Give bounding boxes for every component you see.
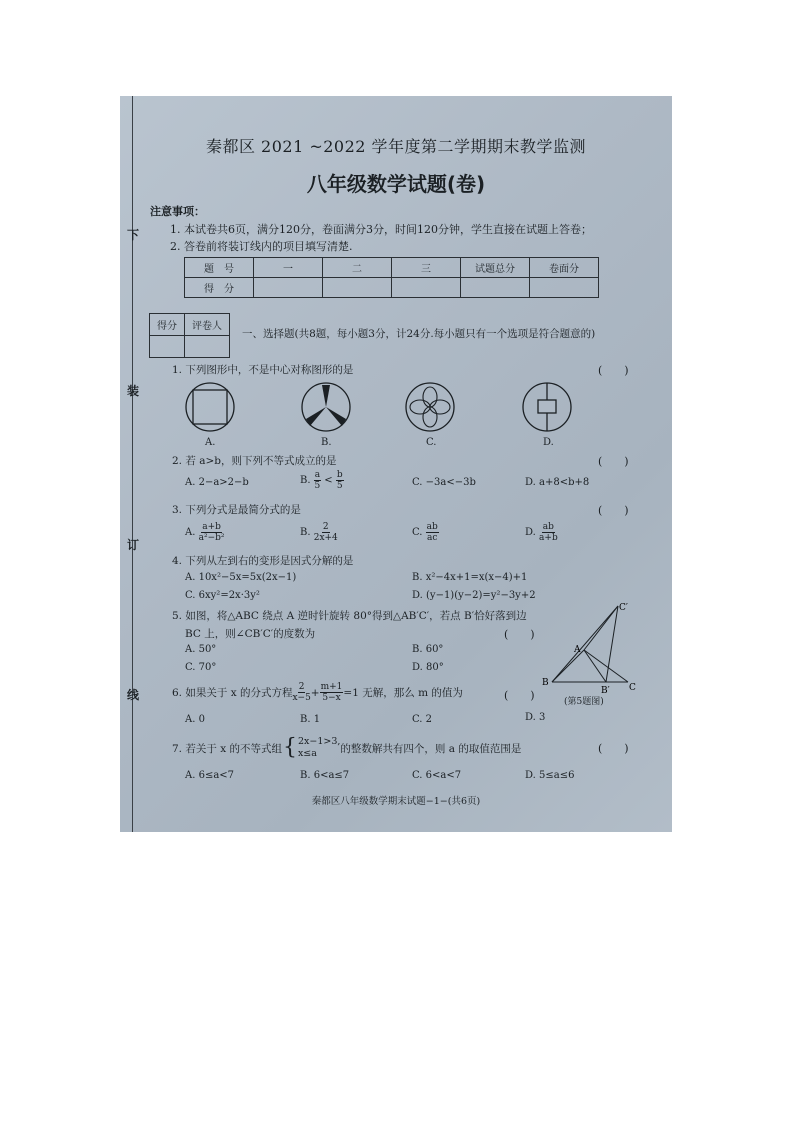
option-d: D. a+8<b+8 [525,477,590,488]
score-cell[interactable] [530,278,599,298]
question-5-stem-cont: BC 上，则∠CB′C′的度数为 [185,628,316,640]
fraction [199,522,225,543]
question-6-text: 6. 如果关于 x 的分式方程 [172,687,293,699]
score-header: 卷面分 [530,258,599,278]
option-a: A. 0 [185,714,205,725]
fraction [292,682,310,703]
answer-blank[interactable]: ( ) [598,364,629,377]
exam-photo [120,96,672,832]
option-b: B. 6<a≤7 [300,770,350,781]
denominator: a+b [539,533,558,543]
option-a-label: A. [185,527,196,538]
note-item: 1. 本试卷共6页，满分120分，卷面满分3分，时间120分钟，学生直接在试题上答卷； [170,223,592,236]
option-c-label: C. [412,527,423,538]
denominator: 5−x [322,693,341,703]
denominator: x−5 [292,693,311,703]
question-5-stem: 5. 如图，将△ABC 绕点 A 逆时针旋转 80°得到△AB′C′，若点 B′恰好落到边 [172,610,527,622]
exam-title: 八年级数学试题(卷) [306,172,486,196]
option-a: A. 10x²−5x=5x(2x−1) [185,572,297,583]
question-7-stem [172,736,521,760]
score-row-label: 得 分 [185,278,254,298]
option-d: D. 80° [412,662,444,673]
question-1-stem: 1. 下列图形中，不是中心对称图形的是 [172,364,354,376]
figure-c-four-petal [406,383,454,431]
option-c: C. 70° [185,662,217,673]
section-heading: 一、选择题(共8题，每小题3分，计24分.每小题只有一个选项是符合题意的) [242,328,596,340]
option-b [300,470,344,491]
option-a: A. 6≤a<7 [185,770,235,781]
figure-b-three-blade [302,383,350,431]
point-label: C [629,683,636,693]
fraction [539,522,558,543]
denominator: a²−b² [198,533,225,543]
grader-name-cell[interactable] [185,336,230,358]
option-b: B. x²−4x+1=x(x−4)+1 [412,572,528,583]
option-c: C. 6xy²=2x·3y² [185,590,260,601]
denominator: ac [427,533,438,543]
score-cell[interactable] [254,278,323,298]
option-label: C. [426,437,437,448]
denominator: 5 [314,481,321,491]
answer-blank[interactable]: ( ) [504,628,535,641]
binding-mark: 下 [127,228,140,242]
question-7-text: 7. 若关于 x 的不等式组 [172,742,282,755]
grader-table [149,313,230,358]
option-b [300,522,338,543]
option-b: B. 1 [300,714,321,725]
option-d-label: D. [525,527,536,538]
question-6-stem [172,682,463,703]
denominator: 2x+4 [313,533,338,543]
option-d: D. 3 [525,712,546,723]
option-d [525,522,558,543]
option-a [185,522,224,543]
grader-score-cell[interactable] [150,336,185,358]
point-label: B [542,678,549,688]
question-5-figure [540,600,640,700]
note-item: 2. 答卷前将装订线内的项目填写清楚. [170,240,353,253]
exam-header: 秦都区 2021 ~2022 学年度第二学期期末教学监测 [205,137,587,156]
option-b: B. 60° [412,644,444,655]
inequality-1: 2x−1>3, [297,736,341,747]
score-table [184,257,599,298]
fraction [426,522,439,543]
binding-mark: 订 [127,538,140,552]
grader-score-label: 得分 [150,314,185,336]
score-cell[interactable] [323,278,392,298]
inequality-2: x≤a [297,748,317,759]
score-header: 题 号 [185,258,254,278]
option-b-label: B. [300,475,311,486]
figure-caption: (第5题图) [564,697,604,707]
point-label: A [574,645,581,655]
binding-mark: 线 [127,688,140,702]
score-header: 一 [254,258,323,278]
point-label: B′ [601,686,610,696]
fraction [314,470,321,491]
grader-label: 评卷人 [185,314,230,336]
score-cell[interactable] [392,278,461,298]
numerator: 2 [322,522,329,532]
score-header: 三 [392,258,461,278]
brace: { [282,735,297,760]
score-cell[interactable] [461,278,530,298]
fraction [320,682,344,703]
option-d: D. 5≤a≤6 [525,770,575,781]
numerator: ab [426,522,438,532]
question-6-text: =1 无解，那么 m 的值为 [343,687,463,699]
operator: < [324,475,333,486]
option-label: D. [543,437,554,448]
answer-blank[interactable]: ( ) [598,742,629,755]
binding-mark: 装 [127,384,140,398]
question-1-figures [180,382,630,434]
option-c [412,522,439,543]
denominator: 5 [336,481,343,491]
option-label: A. [205,437,216,448]
numerator: a [314,470,321,480]
page-footer: 秦都区八年级数学期末试题−1−(共6页) [311,796,481,807]
option-label: B. [321,437,332,448]
option-c: C. 6<a<7 [412,770,462,781]
figure-d-coin [523,383,571,431]
option-b-label: B. [300,527,311,538]
question-3-stem: 3. 下列分式是最简分式的是 [172,504,301,516]
option-c: C. −3a<−3b [412,477,476,488]
score-header: 试题总分 [461,258,530,278]
fraction [314,522,338,543]
fraction [336,470,344,491]
numerator: b [336,470,343,480]
answer-blank[interactable]: ( ) [504,689,535,702]
inequality-system [298,736,340,760]
notes-title: 注意事项： [150,205,205,218]
numerator: ab [542,522,554,532]
option-a: A. 50° [185,644,217,655]
numerator: m+1 [320,682,343,692]
binding-line [132,96,133,832]
answer-blank[interactable]: ( ) [598,455,629,468]
question-2-stem: 2. 若 a>b，则下列不等式成立的是 [172,455,337,467]
option-a: A. 2−a>2−b [185,477,249,488]
numerator: a+b [202,522,221,532]
option-d: D. (y−1)(y−2)=y²−3y+2 [412,590,536,601]
question-4-stem: 4. 下列从左到右的变形是因式分解的是 [172,555,354,567]
option-c: C. 2 [412,714,433,725]
numerator: 2 [298,682,305,692]
answer-blank[interactable]: ( ) [598,504,629,517]
operator: + [310,686,320,699]
point-label: C′ [619,603,628,613]
figure-a-square-in-circle [186,383,234,431]
score-header: 二 [323,258,392,278]
question-7-text: 的整数解共有四个，则 a 的取值范围是 [340,742,522,755]
